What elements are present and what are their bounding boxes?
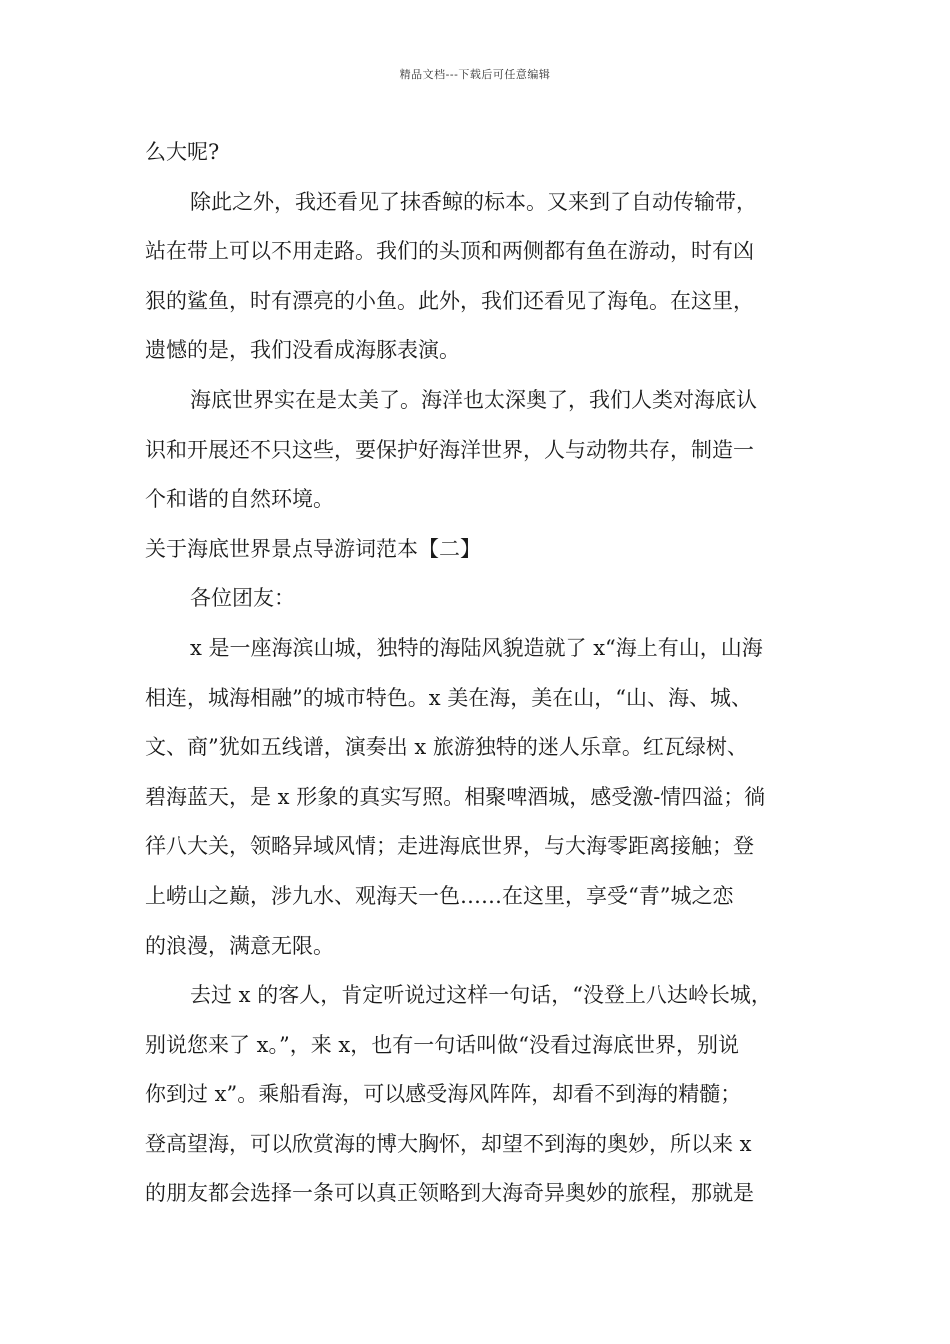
text-line: x 是一座海滨山城，独特的海陆风貌造就了 x“海上有山，山海: [190, 635, 763, 660]
text-line: 除此之外，我还看见了抹香鲸的标本。又来到了自动传输带，: [190, 189, 757, 214]
text-line: 的浪漫，满意无限。: [145, 933, 334, 958]
text-line: 海底世界实在是太美了。海洋也太深奥了，我们人类对海底认: [190, 387, 757, 412]
text-line: 文、商”犹如五线谱，演奏出 x 旅游独特的迷人乐章。红瓦绿树、: [145, 735, 748, 760]
text-line: 遗憾的是，我们没看成海豚表演。: [145, 338, 460, 363]
text-line: 个和谐的自然环境。: [145, 487, 334, 512]
text-line: 碧海蓝天，是 x 形象的真实写照。相聚啤酒城，感受激-情四溢；徜: [145, 784, 766, 809]
section-heading: 关于海底世界景点导游词范本【二】: [145, 536, 481, 561]
text-line: 上崂山之巅，涉九水、观海天一色……在这里，享受“青”城之恋: [145, 883, 734, 908]
text-line: 各位团友：: [190, 586, 295, 611]
text-line: 的朋友都会选择一条可以真正领略到大海奇异奥妙的旅程，那就是: [145, 1181, 754, 1206]
text-line: 狠的鲨鱼，时有漂亮的小鱼。此外，我们还看见了海龟。在这里，: [145, 288, 754, 313]
text-line: 徉八大关，领略异域风情；走进海底世界，与大海零距离接触；登: [145, 834, 754, 859]
text-line: 么大呢?: [145, 140, 220, 164]
text-line: 去过 x 的客人，肯定听说过这样一句话，“没登上八达岭长城，: [190, 983, 772, 1008]
text-line: 相连，城海相融”的城市特色。x 美在海，美在山，“山、海、城、: [145, 685, 752, 710]
text-line: 别说您来了 x。”，来 x，也有一句话叫做“没看过海底世界，别说: [145, 1032, 740, 1057]
text-line: 登高望海，可以欣赏海的博大胸怀，却望不到海的奥妙，所以来 x: [145, 1131, 752, 1156]
document-body: [145, 128, 825, 1219]
page-header: 精品文档---下载后可任意编辑: [399, 68, 551, 81]
text-line: 你到过 x”。乘船看海，可以感受海风阵阵，却看不到海的精髓；: [145, 1082, 742, 1107]
text-line: 识和开展还不只这些，要保护好海洋世界，人与动物共存，制造一: [145, 437, 754, 462]
text-line: 站在带上可以不用走路。我们的头顶和两侧都有鱼在游动，时有凶: [145, 239, 754, 264]
